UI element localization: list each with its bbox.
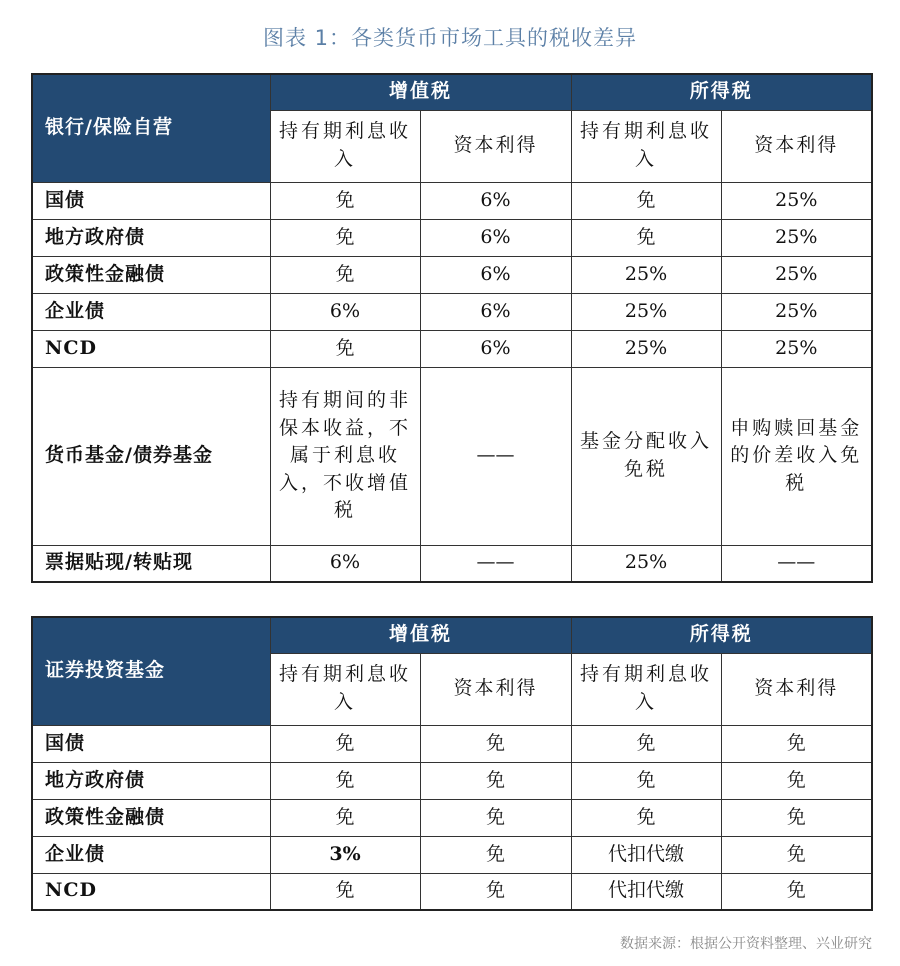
table-cell: 6% xyxy=(420,219,571,256)
row-label: 地方政府债 xyxy=(32,219,270,256)
table1-income-tax-header: 所得税 xyxy=(571,74,872,110)
table-cell: 免 xyxy=(571,219,721,256)
table-cell: 免 xyxy=(270,873,420,910)
table-cell: 代扣代缴 xyxy=(571,873,721,910)
table2-vat-interest-header: 持有期利息收入 xyxy=(270,653,420,725)
table-cell: 免 xyxy=(721,762,872,799)
table-row xyxy=(32,367,872,545)
table-row xyxy=(32,762,872,799)
table1-vat-interest-header: 持有期利息收入 xyxy=(270,110,420,182)
row-label: 政策性金融债 xyxy=(32,256,270,293)
table-cell: 25% xyxy=(571,330,721,367)
table-cell: 免 xyxy=(571,725,721,762)
table-cell: 25% xyxy=(721,330,872,367)
table-cell: 申购赎回基金的价差收入免税 xyxy=(721,367,872,545)
table-cell: 免 xyxy=(270,256,420,293)
table-cell: 免 xyxy=(270,330,420,367)
table1-income-interest-header: 持有期利息收入 xyxy=(571,110,721,182)
table-cell: 免 xyxy=(270,762,420,799)
table-cell: 免 xyxy=(571,762,721,799)
table-cell: 免 xyxy=(420,725,571,762)
tax-table-bank-insurance xyxy=(31,73,873,583)
row-label: 企业债 xyxy=(32,836,270,873)
table-cell: 免 xyxy=(571,799,721,836)
table-row xyxy=(32,182,872,219)
table-row xyxy=(32,330,872,367)
table2-vat-capital-header: 资本利得 xyxy=(420,653,571,725)
table-cell: 6% xyxy=(270,293,420,330)
tax-table-securities-fund xyxy=(31,616,873,911)
table-row xyxy=(32,836,872,873)
table1-income-capital-header: 资本利得 xyxy=(721,110,872,182)
chart-title: 图表 1：各类货币市场工具的税收差异 xyxy=(262,26,638,50)
row-label: 企业债 xyxy=(32,293,270,330)
table-cell: 免 xyxy=(270,182,420,219)
table-cell: 25% xyxy=(571,293,721,330)
table-cell: 6% xyxy=(270,545,420,582)
table-row xyxy=(32,725,872,762)
table1-vat-header: 增值税 xyxy=(270,74,571,110)
table-cell: 免 xyxy=(721,799,872,836)
row-label: 地方政府债 xyxy=(32,762,270,799)
table-cell: 持有期间的非保本收益，不属于利息收入，不收增值税 xyxy=(270,367,420,545)
table-cell: —— xyxy=(420,367,571,545)
table-cell: 3% xyxy=(270,836,420,873)
table-row xyxy=(32,256,872,293)
row-label: NCD xyxy=(32,873,270,910)
table-cell: —— xyxy=(420,545,571,582)
table-cell: 25% xyxy=(721,293,872,330)
row-label: 货币基金/债券基金 xyxy=(32,367,270,545)
table-row xyxy=(32,545,872,582)
table-cell: 免 xyxy=(721,873,872,910)
table-cell: 免 xyxy=(270,799,420,836)
table-cell: 免 xyxy=(420,836,571,873)
table-cell: 免 xyxy=(721,725,872,762)
table-cell: 免 xyxy=(270,725,420,762)
table2-corner-header: 证券投资基金 xyxy=(32,617,270,725)
table-cell: 6% xyxy=(420,330,571,367)
table-cell: 免 xyxy=(420,799,571,836)
table-cell: 6% xyxy=(420,182,571,219)
table-row xyxy=(32,219,872,256)
table-cell: 25% xyxy=(721,182,872,219)
table-row xyxy=(32,293,872,330)
table-cell: 25% xyxy=(721,219,872,256)
table-cell: 基金分配收入免税 xyxy=(571,367,721,545)
row-label: 国债 xyxy=(32,725,270,762)
table2-income-capital-header: 资本利得 xyxy=(721,653,872,725)
table-cell: 6% xyxy=(420,256,571,293)
table-cell: 免 xyxy=(420,873,571,910)
table-cell: 25% xyxy=(571,256,721,293)
table-cell: 6% xyxy=(420,293,571,330)
table-row xyxy=(32,873,872,910)
table2-income-interest-header: 持有期利息收入 xyxy=(571,653,721,725)
table-cell: 25% xyxy=(721,256,872,293)
table1-vat-capital-header: 资本利得 xyxy=(420,110,571,182)
table2-income-tax-header: 所得税 xyxy=(571,617,872,653)
row-label: NCD xyxy=(32,330,270,367)
row-label: 国债 xyxy=(32,182,270,219)
table2-vat-header: 增值税 xyxy=(270,617,571,653)
row-label: 政策性金融债 xyxy=(32,799,270,836)
table-cell: 代扣代缴 xyxy=(571,836,721,873)
table-cell: 25% xyxy=(571,545,721,582)
table1-corner-header: 银行/保险自营 xyxy=(32,74,270,182)
source-note: 数据来源：根据公开资料整理、兴业研究 xyxy=(620,936,872,952)
table-cell: 免 xyxy=(420,762,571,799)
table-cell: 免 xyxy=(270,219,420,256)
row-label: 票据贴现/转贴现 xyxy=(32,545,270,582)
table-cell: —— xyxy=(721,545,872,582)
table-row xyxy=(32,799,872,836)
table-cell: 免 xyxy=(721,836,872,873)
table-cell: 免 xyxy=(571,182,721,219)
